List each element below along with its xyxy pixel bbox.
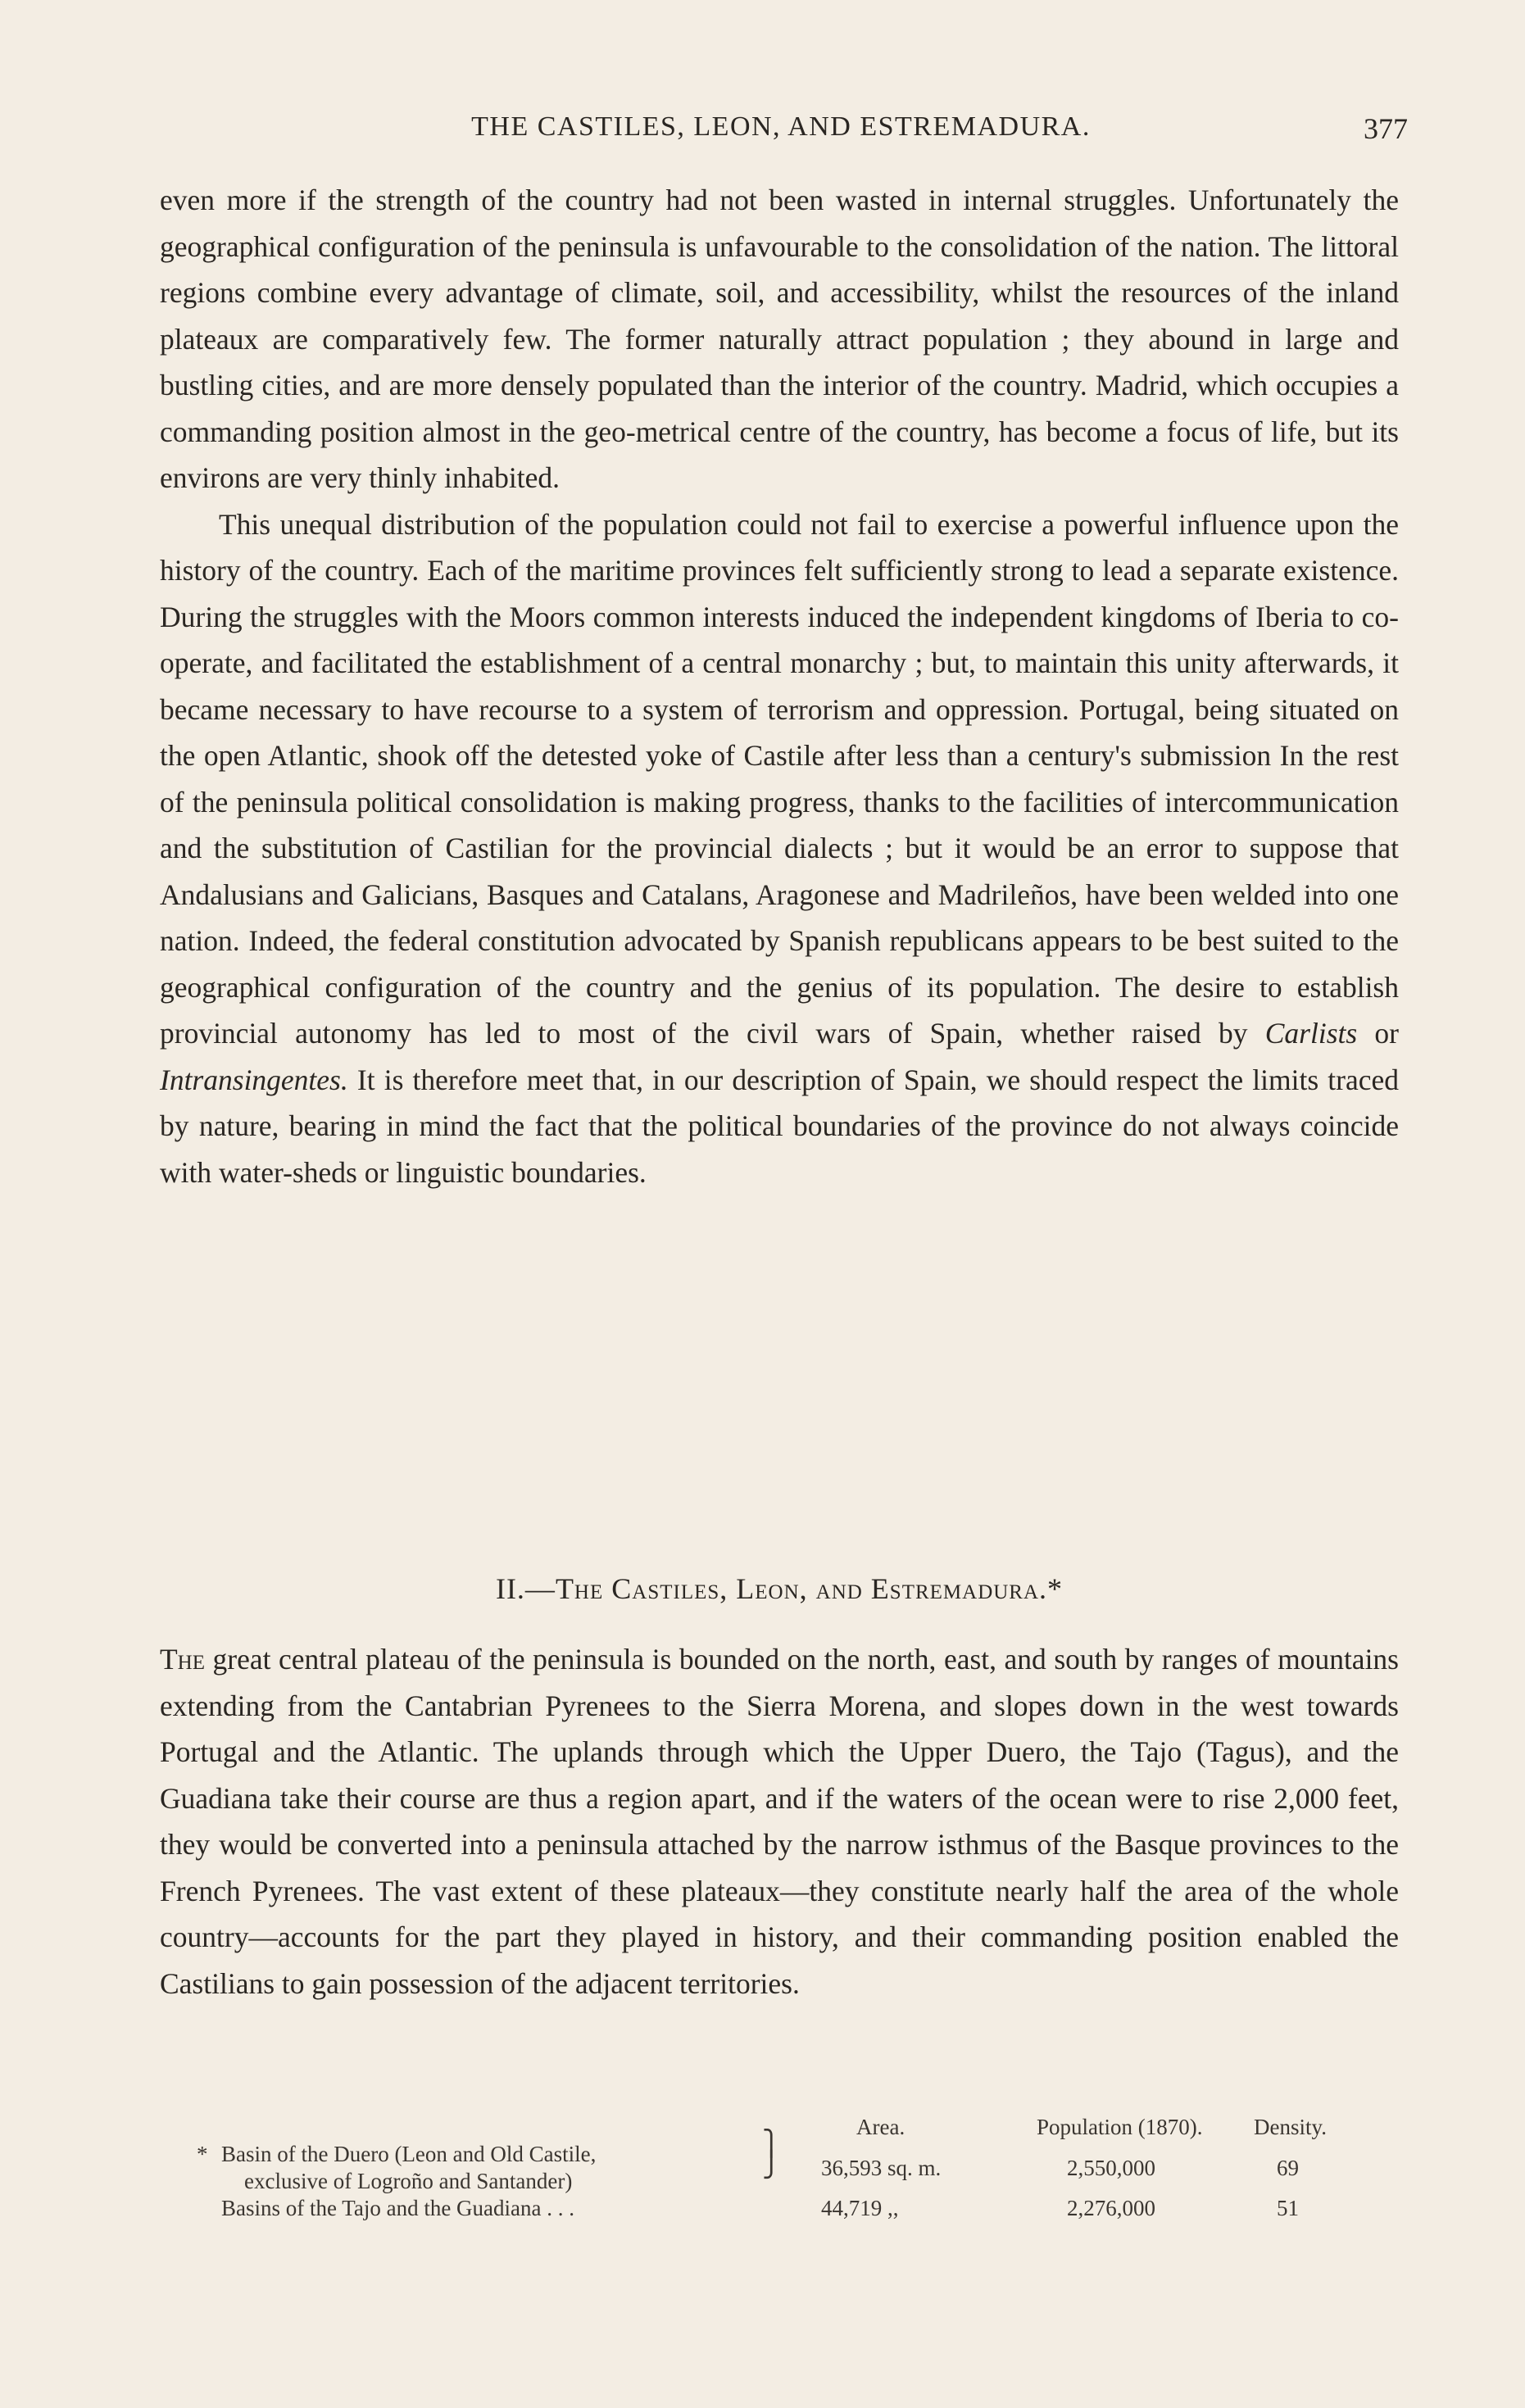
row-label: Basins of the Tajo and the Guadiana . . . xyxy=(221,2196,575,2220)
header-density: Density. xyxy=(1254,2115,1327,2139)
footnote-star: * xyxy=(197,2142,208,2166)
footnote-header-row xyxy=(197,2114,1377,2141)
page-number: 377 xyxy=(1364,112,1408,145)
row-density: 51 xyxy=(1277,2196,1299,2220)
footnote-row xyxy=(197,2195,1377,2222)
row-population: 2,550,000 xyxy=(1067,2156,1155,2180)
paragraph-2 xyxy=(160,501,1399,1196)
header-area: Area. xyxy=(856,2115,905,2139)
row-label-continued: exclusive of Logroño and Santander) xyxy=(244,2169,573,2193)
paragraph-2-text: This unequal distribution of the population could not fail to exercise a powerful influence upon the history of the country. Each of the maritime provinces felt sufficiently strong to lead a separate existence. During the struggles with the Moors common interests induced the independent kingdoms of Iberia to co-operate, and facilitated the establishment of a central monarchy ; but, to maintain this unity afterwards, it became necessary to have recourse to a system of terrorism and oppression. Portugal, being situated on the open Atlantic, shook off the detested yoke of Castile after less than a century's submission In the rest of the peninsula political consolidation is making progress, thanks to the facilities of intercommunication and the substitution of Castilian for the provincial dialects ; but it would be an error to suppose that Andalusians and Galicians, Basques and Catalans, Aragonese and Madrileños, have been welded into one nation. Indeed, the federal constitution advocated by Spanish republicans appears to be best suited to the geographical configuration of the country and the genius of its population. The desire to establish provincial autonomy has led to most of the civil wars of Spain, whether raised by xyxy=(160,507,1399,1050)
opening-word: The xyxy=(160,1643,206,1676)
row-area: 44,719 ,, xyxy=(821,2196,899,2220)
section-title: The Castiles, Leon, and Estremadura. xyxy=(555,1572,1048,1605)
row-label: Basin of the Duero (Leon and Old Castile, xyxy=(221,2142,597,2166)
italic-intransingentes: Intransingentes. xyxy=(160,1063,348,1096)
italic-carlists: Carlists xyxy=(1264,1017,1358,1050)
footnote-row xyxy=(197,2141,1377,2168)
header-population: Population (1870). xyxy=(1037,2115,1203,2139)
row-density: 69 xyxy=(1277,2156,1299,2180)
footnote-row xyxy=(197,2156,1377,2195)
section-numeral: II.— xyxy=(495,1572,556,1605)
body-text-block xyxy=(160,177,1399,1195)
brace-top: ⎫ xyxy=(762,2130,781,2157)
conjunction-or: or xyxy=(1374,1017,1399,1050)
footnote-table xyxy=(197,2114,1377,2222)
section-heading xyxy=(160,1571,1399,1606)
paragraph-1: even more if the strength of the country had not been wasted in internal struggles. Unfortunately the geographical configuration of the peninsula is unfavourable to the consolidation of the nation. The littoral regions combine every advantage of climate, soil, and accessibility, whilst the resources of the inland plateaux are comparatively few. The former naturally attract population ; they abound in large and bustling cities, and are more densely populated than the interior of the country. Madrid, which occupies a commanding position almost in the geo-metrical centre of the country, has become a focus of life, but its environs are very thinly inhabited. xyxy=(160,184,1399,494)
row-area: 36,593 sq. m. xyxy=(821,2156,942,2180)
brace-bottom: ⎭ xyxy=(762,2152,781,2179)
running-head xyxy=(154,105,1408,154)
section-body xyxy=(160,1636,1399,2007)
paragraph-3-text: great central plateau of the peninsula is bounded on the north, east, and south by ranges of mountains extending from the Cantabrian Pyrenees to the Sierra Morena, and slopes down in the west towards Portugal and the Atlantic. The uplands through which the Upper Duero, the Tajo (Tagus), and the Guadiana take their course are thus a region apart, and if the waters of the ocean were to rise 2,000 feet, they would be converted into a peninsula attached by the narrow isthmus of the Basque provinces to the French Pyrenees. The vast extent of these plateaux—they constitute nearly half the area of the whole country—accounts for the part they played in history, and their commanding position enabled the Castilians to gain possession of the adjacent territories. xyxy=(160,1643,1399,2000)
paragraph-2-tail: It is therefore meet that, in our description of Spain, we should respect the limits traced by nature, bearing in mind the fact that the political boundaries of the province do not always coincide with water-sheds or linguistic boundaries. xyxy=(160,1063,1400,1189)
running-title: THE CASTILES, LEON, AND ESTREMADURA. xyxy=(471,111,1091,142)
row-population: 2,276,000 xyxy=(1067,2196,1155,2220)
footnote-mark: * xyxy=(1047,1572,1064,1605)
paragraph-3 xyxy=(160,1636,1399,2007)
